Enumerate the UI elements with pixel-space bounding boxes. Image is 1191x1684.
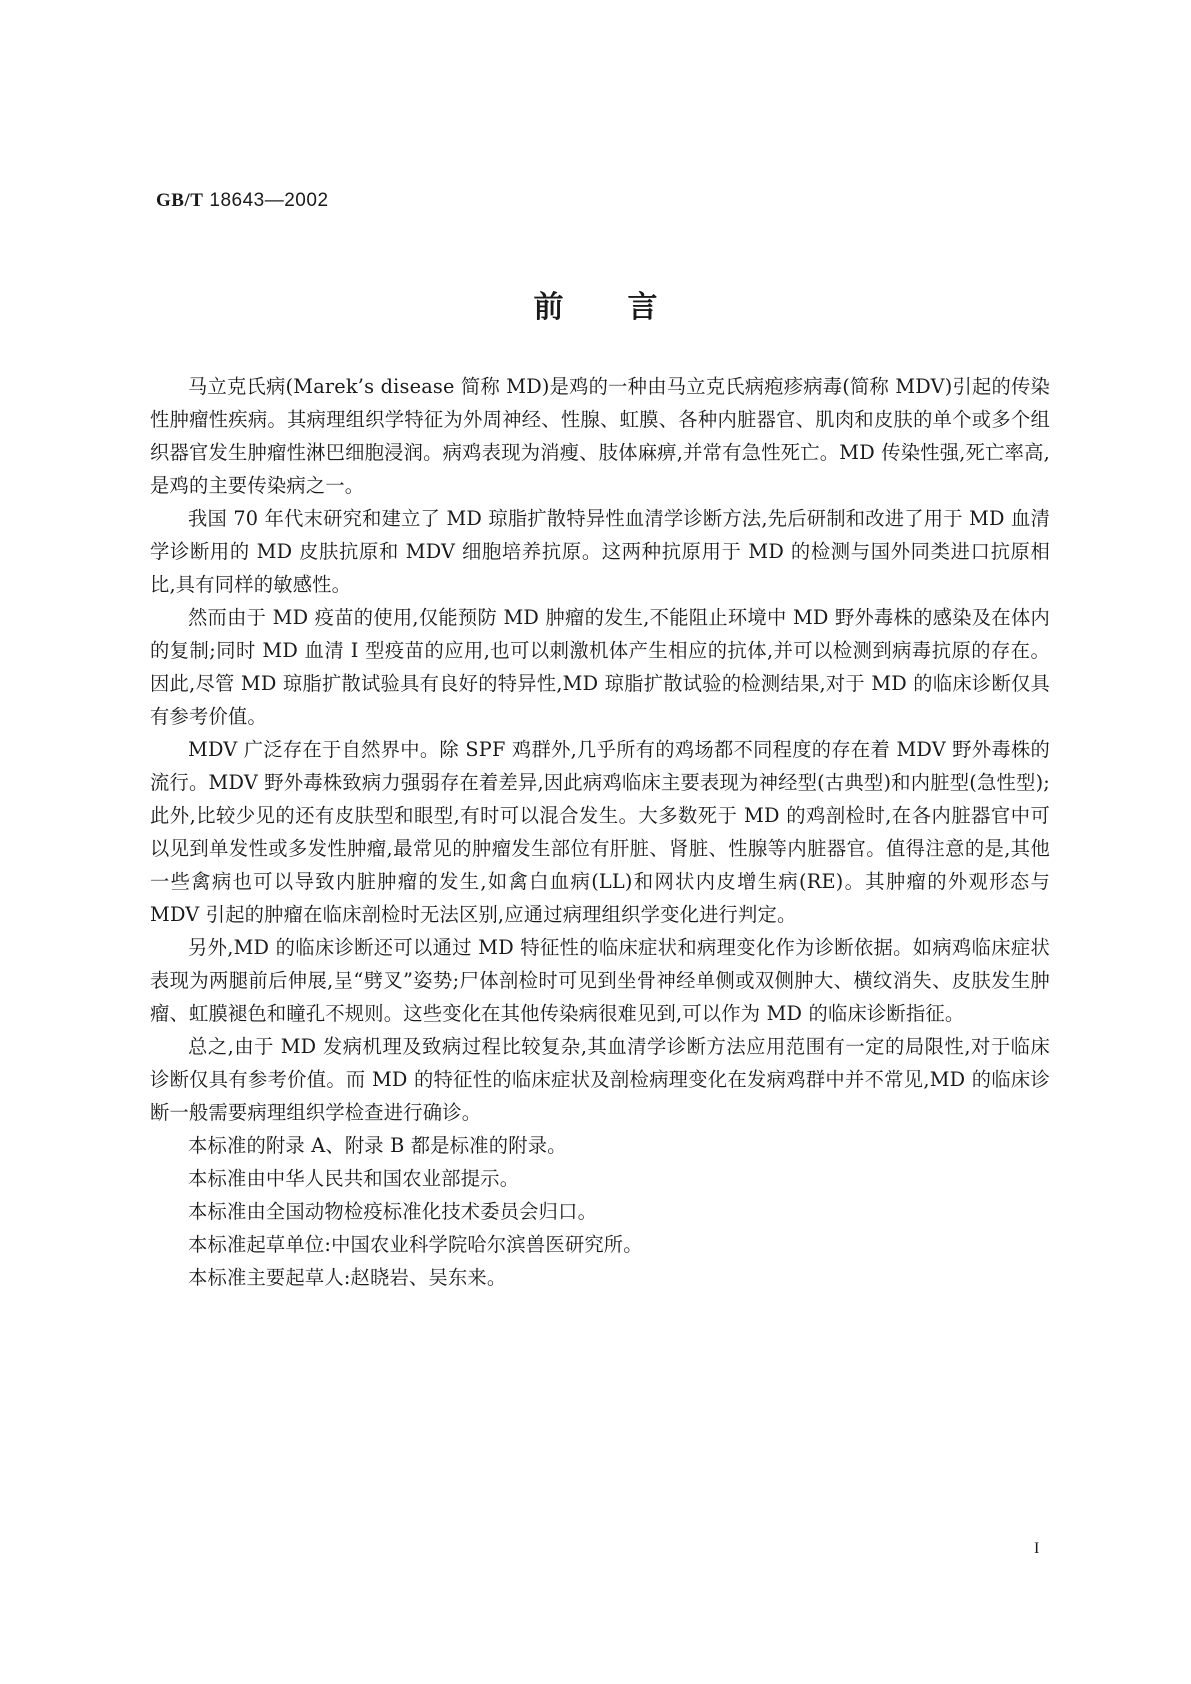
paragraph-mdv-prevalence: MDV 广泛存在于自然界中。除 SPF 鸡群外,几乎所有的鸡场都不同程度的存在着 MDV 野外毒株的流行。MDV 野外毒株致病力强弱存在着差异,因此病鸡临床主要表现为神经型(古典型)和内脏型(急性型);此外,比较少见的还有皮肤型和眼型,有时可以混合发生。大多数死于 MD 的鸡剖检时,在各内脏器官中可以见到单发性或多发性肿瘤,最常见的肿瘤发生部位有肝脏、肾脏、性腺等内脏器官。值得注意的是,其他一些禽病也可以导致内脏肿瘤的发生,如禽白血病(LL)和网状内皮增生病(RE)。其肿瘤的外观形态与 MDV 引起的肿瘤在临床剖检时无法区别,应通过病理组织学变化进行判定。 <box>150 738 1050 926</box>
foreword-body <box>150 370 1050 1294</box>
paragraph-conclusion: 总之,由于 MD 发病机理及致病过程比较复杂,其血清学诊断方法应用范围有一定的局限性,对于临床诊断仅具有参考价值。而 MD 的特征性的临床症状及剖检病理变化在发病鸡群中并不常见,MD 的临床诊断一般需要病理组织学检查进行确诊。 <box>150 1035 1050 1124</box>
standard-prefix: GB/T <box>156 190 204 211</box>
paragraph-drafters: 本标准主要起草人:赵晓岩、吴东来。 <box>188 1266 507 1289</box>
paragraph-drafting-unit: 本标准起草单位:中国农业科学院哈尔滨兽医研究所。 <box>188 1233 643 1256</box>
standard-code <box>156 190 329 212</box>
page-number: I <box>1034 1540 1040 1557</box>
paragraph-intro-md: 马立克氏病(Marek’s disease 简称 MD)是鸡的一种由马立克氏病疱疹病毒(简称 MDV)引起的传染性肿瘤性疾病。其病理组织学特征为外周神经、性腺、虹膜、各种内脏器官、肌肉和皮肤的单个或多个组织器官发生肿瘤性淋巴细胞浸润。病鸡表现为消瘦、肢体麻痹,并常有急性死亡。MD 传染性强,死亡率高,是鸡的主要传染病之一。 <box>150 375 1050 497</box>
page-title: 前言 <box>533 290 722 325</box>
paragraph-vaccine-limitation: 然而由于 MD 疫苗的使用,仅能预防 MD 肿瘤的发生,不能阻止环境中 MD 野外毒株的感染及在体内的复制;同时 MD 血清 I 型疫苗的应用,也可以刺激机体产生相应的抗体,并可以检测到病毒抗原的存在。因此,尽管 MD 琼脂扩散试验具有良好的特异性,MD 琼脂扩散试验的检测结果,对于 MD 的临床诊断仅具有参考价值。 <box>150 606 1050 728</box>
paragraph-appendix-note: 本标准的附录 A、附录 B 都是标准的附录。 <box>188 1134 567 1157</box>
paragraph-clinical-diagnosis: 另外,MD 的临床诊断还可以通过 MD 特征性的临床症状和病理变化作为诊断依据。如病鸡临床症状表现为两腿前后伸展,呈“劈叉”姿势;尸体剖检时可见到坐骨神经单侧或双侧肿大、横纹消失、皮肤发生肿瘤、虹膜褪色和瞳孔不规则。这些变化在其他传染病很难见到,可以作为 MD 的临床诊断指征。 <box>150 936 1050 1025</box>
paragraph-proposer: 本标准由中华人民共和国农业部提示。 <box>188 1167 520 1190</box>
standard-number: 18643—2002 <box>209 190 329 211</box>
paragraph-research-history: 我国 70 年代末研究和建立了 MD 琼脂扩散特异性血清学诊断方法,先后研制和改进了用于 MD 血清学诊断用的 MD 皮肤抗原和 MDV 细胞培养抗原。这两种抗原用于 MD 的检测与国外同类进口抗原相比,具有同样的敏感性。 <box>150 507 1050 596</box>
paragraph-committee: 本标准由全国动物检疫标准化技术委员会归口。 <box>188 1200 598 1223</box>
